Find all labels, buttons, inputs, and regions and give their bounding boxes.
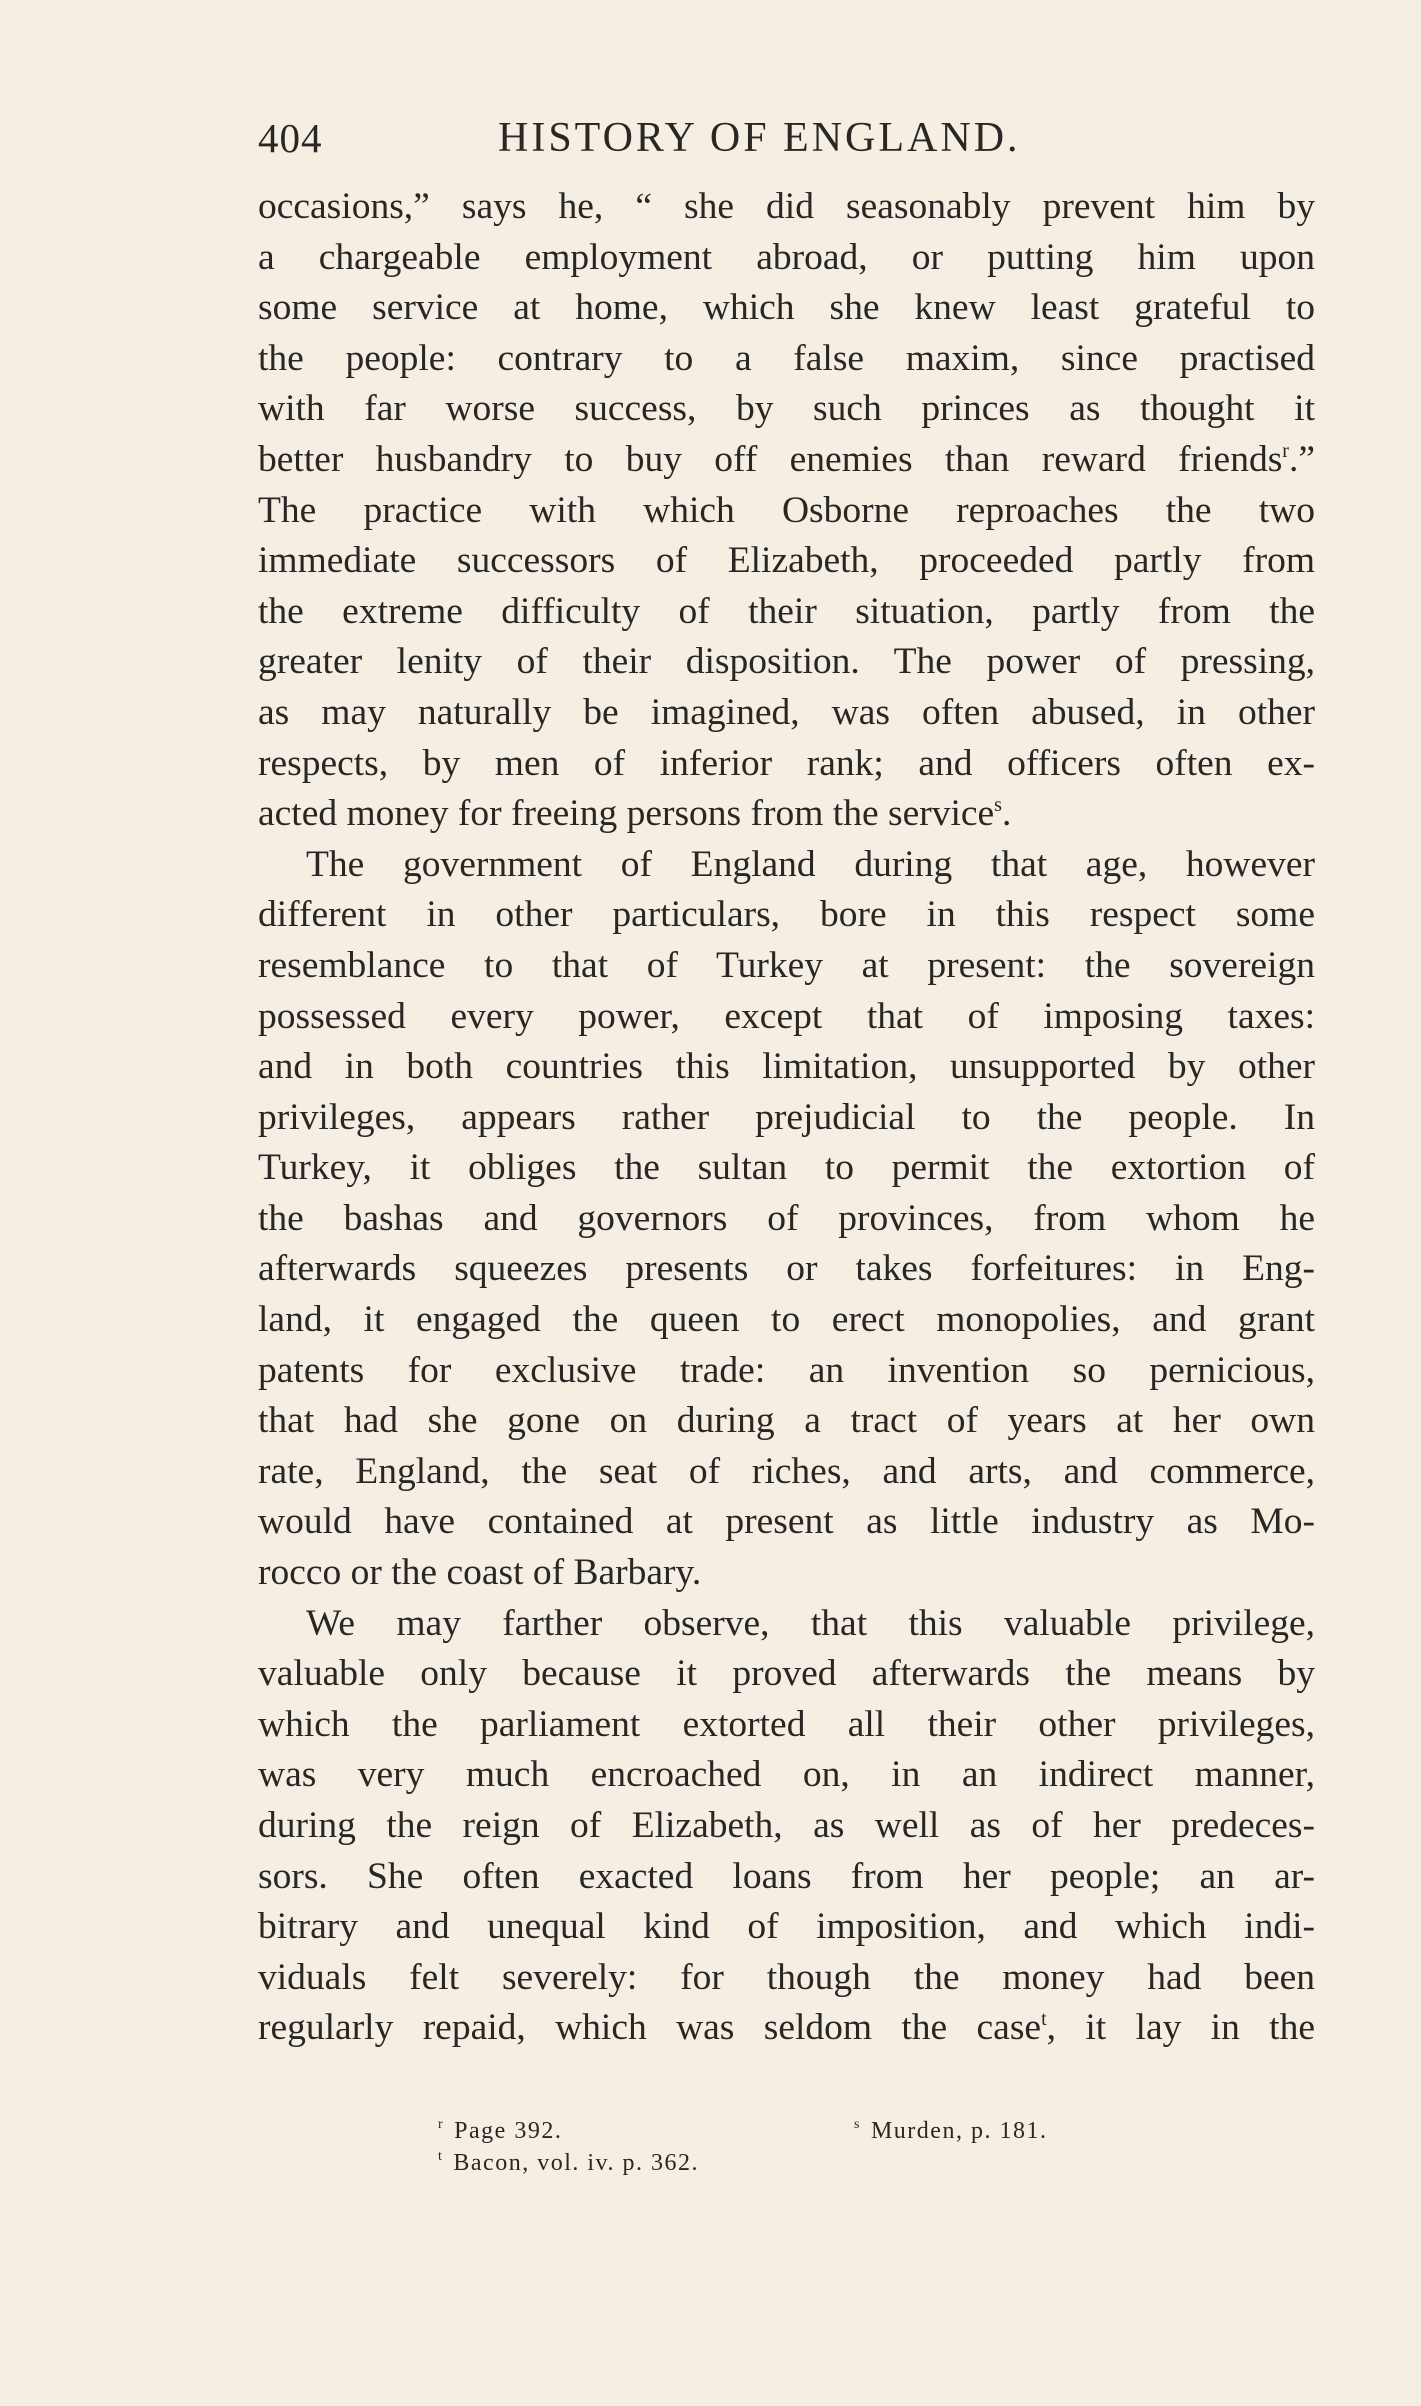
- footnote-marker-r: r: [1282, 439, 1289, 462]
- text-line: [258, 2003, 1315, 2054]
- text-line: respects, by men of inferior rank; and officers often ex-: [258, 742, 1315, 784]
- text-line: rate, England, the seat of riches, and arts, and commerce,: [258, 1450, 1315, 1492]
- text-line: the people: contrary to a false maxim, since practised: [258, 337, 1315, 379]
- page-number: 404: [258, 115, 323, 161]
- text-line: possessed every power, except that of imposing taxes:: [258, 995, 1315, 1037]
- text-segment: .”: [1288, 438, 1315, 480]
- text-line: privileges, appears rather prejudicial to the people. In: [258, 1096, 1315, 1138]
- text-line: The practice with which Osborne reproaches the two: [258, 489, 1315, 531]
- text-line: sors. She often exacted loans from her people; an ar-: [258, 1855, 1315, 1897]
- page-header: [258, 114, 1315, 174]
- footnote-text: Bacon, vol. iv. p. 362.: [453, 2150, 699, 2176]
- text-line: some service at home, which she knew least grateful to: [258, 287, 1315, 329]
- text-line: valuable only because it proved afterwards the means by: [258, 1653, 1315, 1695]
- text-line: rocco or the coast of Barbary.: [258, 1552, 702, 1594]
- running-title: HISTORY OF ENGLAND.: [498, 115, 1021, 161]
- text-line: resemblance to that of Turkey at present: the sovereign: [258, 944, 1315, 986]
- text-line: during the reign of Elizabeth, as well as of her predeces-: [258, 1805, 1315, 1846]
- text-line: greater lenity of their disposition. The power of pressing,: [258, 641, 1315, 683]
- footnote-s: [854, 2118, 1047, 2145]
- footnote-marker-t: t: [1041, 2008, 1047, 2031]
- text-line: viduals felt severely: for though the money had been: [258, 1956, 1315, 1998]
- footnote-text: Page 392.: [454, 2118, 563, 2144]
- text-line: [258, 789, 1315, 840]
- text-line: bitrary and unequal kind of imposition, and which indi-: [258, 1906, 1315, 1948]
- text-segment: .: [1001, 793, 1012, 835]
- text-line: with far worse success, by such princes as thought it: [258, 388, 1315, 430]
- paragraph-start-line: The government of England during that age, however: [306, 843, 1315, 885]
- paragraph-start-line: We may farther observe, that this valuable privilege,: [306, 1602, 1315, 1644]
- footnote-mark: t: [438, 2149, 444, 2164]
- footnote-mark: r: [438, 2117, 445, 2132]
- footnote-t: [438, 2150, 699, 2177]
- footnote-marker-s: s: [994, 794, 1002, 817]
- text-line: as may naturally be imagined, was often abused, in other: [258, 691, 1315, 733]
- text-line: would have contained at present as little industry as Mo-: [258, 1501, 1315, 1543]
- text-line: was very much encroached on, in an indirect manner,: [258, 1754, 1315, 1796]
- text-line: Turkey, it obliges the sultan to permit the extortion of: [258, 1147, 1315, 1189]
- text-line: a chargeable employment abroad, or putting him upon: [258, 236, 1315, 278]
- footnote-text: Murden, p. 181.: [870, 2118, 1048, 2144]
- text-line: that had she gone on during a tract of years at her own: [258, 1400, 1315, 1442]
- text-line: occasions,” says he, “ she did seasonably prevent him by: [258, 186, 1315, 227]
- text-line: the extreme difficulty of their situation, partly from the: [258, 590, 1315, 632]
- text-line: which the parliament extorted all their other privileges,: [258, 1703, 1315, 1745]
- footnote-mark: s: [854, 2117, 861, 2132]
- text-line: patents for exclusive trade: an invention so pernicious,: [258, 1349, 1315, 1391]
- text-line: different in other particulars, bore in this respect some: [258, 894, 1315, 936]
- text-line: land, it engaged the queen to erect monopolies, and grant: [258, 1299, 1315, 1341]
- text-segment: acted money for freeing persons from the service: [258, 793, 995, 835]
- text-segment: , it lay in the: [1046, 2007, 1315, 2049]
- text-line: [258, 435, 1315, 486]
- footnote-r: [438, 2118, 562, 2145]
- text-line: and in both countries this limitation, unsupported by other: [258, 1046, 1315, 1088]
- main-text: [258, 182, 1315, 2054]
- text-segment: regularly repaid, which was seldom the case: [258, 2007, 1042, 2049]
- text-line: immediate successors of Elizabeth, proceeded partly from: [258, 540, 1315, 582]
- text-segment: better husbandry to buy off enemies than reward friends: [258, 438, 1283, 480]
- text-line: afterwards squeezes presents or takes forfeitures: in Eng-: [258, 1248, 1315, 1290]
- text-line: the bashas and governors of provinces, from whom he: [258, 1197, 1315, 1239]
